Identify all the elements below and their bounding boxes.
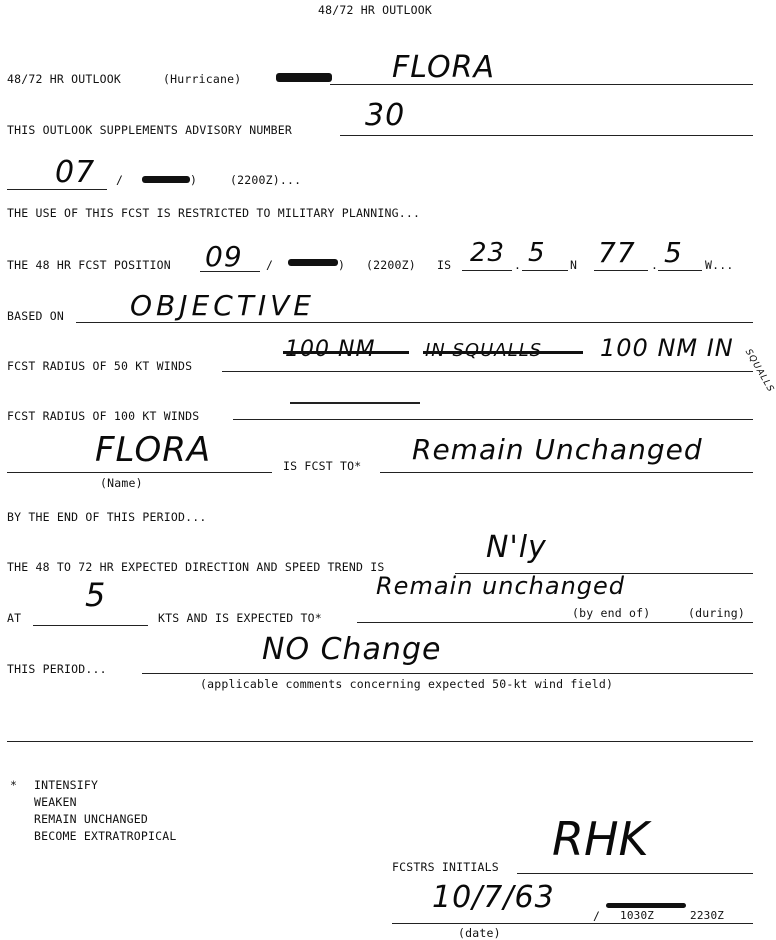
end-period-text: BY THE END OF THIS PERIOD... <box>7 510 207 524</box>
storm-name-handwritten: FLORA <box>392 50 496 85</box>
longitude-whole-line <box>594 270 648 271</box>
speed-line <box>33 625 148 626</box>
latitude-dot: . <box>514 258 522 272</box>
position-date-line <box>200 271 260 272</box>
trend-line <box>380 472 753 473</box>
initials-line <box>517 873 753 874</box>
latitude-whole-line <box>462 270 512 271</box>
advisory-number-handwritten: 30 <box>365 98 406 133</box>
slash: / <box>593 909 601 923</box>
storm-type-label: (Hurricane) <box>163 72 242 86</box>
option-weaken: WEAKEN <box>34 795 77 809</box>
comment-line <box>142 673 753 674</box>
comment-handwritten: NO Change <box>262 632 442 667</box>
w-label: W... <box>705 258 734 272</box>
name-caption: (Name) <box>100 476 143 490</box>
strike-line <box>423 351 583 354</box>
radius-100-label: FCST RADIUS OF 100 KT WINDS <box>7 409 200 423</box>
longitude-decimal-handwritten: 5 <box>664 236 683 269</box>
time-2230z: 2230Z <box>690 909 725 922</box>
option-become-extratropical: BECOME EXTRATROPICAL <box>34 829 177 843</box>
time-label: (2200Z)... <box>230 173 302 187</box>
is-fcst-label: IS FCST TO* <box>283 459 362 473</box>
comment-caption: (applicable comments concerning expected 50-kt wind field) <box>200 677 614 691</box>
longitude-decimal-line <box>658 270 702 271</box>
redaction-mark <box>276 73 332 82</box>
option-intensify: INTENSIFY <box>34 778 99 792</box>
radius-50-struck-handwritten: 100 NM <box>285 337 376 362</box>
date-handwritten: 07 <box>55 155 96 190</box>
based-on-line <box>76 322 753 323</box>
initials-label: FCSTRS INITIALS <box>392 860 499 874</box>
slash: / <box>266 258 274 272</box>
advisory-number-line <box>340 135 753 136</box>
radius-100-dash <box>290 402 420 404</box>
date-line <box>7 189 107 190</box>
radius-50-line <box>222 371 753 372</box>
position-is: IS <box>437 258 452 272</box>
slash: / <box>116 173 124 187</box>
advisory-label: THIS OUTLOOK SUPPLEMENTS ADVISORY NUMBER <box>7 123 292 137</box>
initials-handwritten: RHK <box>552 812 649 866</box>
during-label: (during) <box>688 606 745 620</box>
date-caption: (date) <box>458 926 501 940</box>
option-remain-unchanged: REMAIN UNCHANGED <box>34 812 148 826</box>
radius-100-line <box>233 419 753 420</box>
position-date-handwritten: 09 <box>205 240 243 273</box>
strike-line <box>283 351 409 354</box>
at-label: AT <box>7 611 22 625</box>
radius-50-handwritten: 100 NM IN <box>600 334 734 362</box>
speed-handwritten: 5 <box>85 576 107 614</box>
longitude-dot: . <box>651 258 659 272</box>
trend-handwritten: Remain Unchanged <box>412 433 703 466</box>
redaction-mark <box>142 176 190 183</box>
radius-50-label: FCST RADIUS OF 50 KT WINDS <box>7 359 193 373</box>
name-handwritten: FLORA <box>95 430 212 470</box>
radius-50-handwritten-2: SQUALLS <box>742 347 776 395</box>
paren-close: ) <box>338 258 346 272</box>
speed-trend-handwritten: Remain unchanged <box>376 572 626 600</box>
latitude-whole-handwritten: 23 <box>470 238 506 268</box>
name-line <box>7 472 272 473</box>
this-period-label: THIS PERIOD... <box>7 662 107 676</box>
radius-50-struck-handwritten-2: IN SQUALLS <box>425 340 543 361</box>
redaction-mark <box>288 259 338 266</box>
signature-date-line <box>392 923 753 924</box>
based-on-handwritten: OBJECTIVE <box>130 289 315 322</box>
outlook-label: 48/72 HR OUTLOOK <box>7 72 121 86</box>
page-title: 48/72 HR OUTLOOK <box>318 3 432 17</box>
by-end-of-label: (by end of) <box>572 606 651 620</box>
latitude-decimal-line <box>522 270 568 271</box>
storm-name-line <box>330 84 753 85</box>
redaction-mark <box>606 903 686 908</box>
position-time: (2200Z) <box>366 258 416 272</box>
n-label: N <box>570 258 578 272</box>
options-asterisk: * <box>10 778 18 792</box>
time-1030z: 1030Z <box>620 909 655 922</box>
position-label: THE 48 HR FCST POSITION <box>7 258 171 272</box>
latitude-decimal-handwritten: 5 <box>528 238 546 268</box>
direction-handwritten: N'ly <box>486 530 547 565</box>
kts-label: KTS AND IS EXPECTED TO* <box>158 611 322 625</box>
based-on-label: BASED ON <box>7 309 64 323</box>
signature-date-handwritten: 10/7/63 <box>432 880 555 915</box>
restriction-text: THE USE OF THIS FCST IS RESTRICTED TO MILITARY PLANNING... <box>7 206 421 220</box>
paren-close: ) <box>190 173 198 187</box>
direction-label: THE 48 TO 72 HR EXPECTED DIRECTION AND SPEED TREND IS <box>7 560 385 574</box>
longitude-whole-handwritten: 77 <box>598 236 636 269</box>
speed-trend-line <box>357 622 753 623</box>
blank-line <box>7 741 753 742</box>
